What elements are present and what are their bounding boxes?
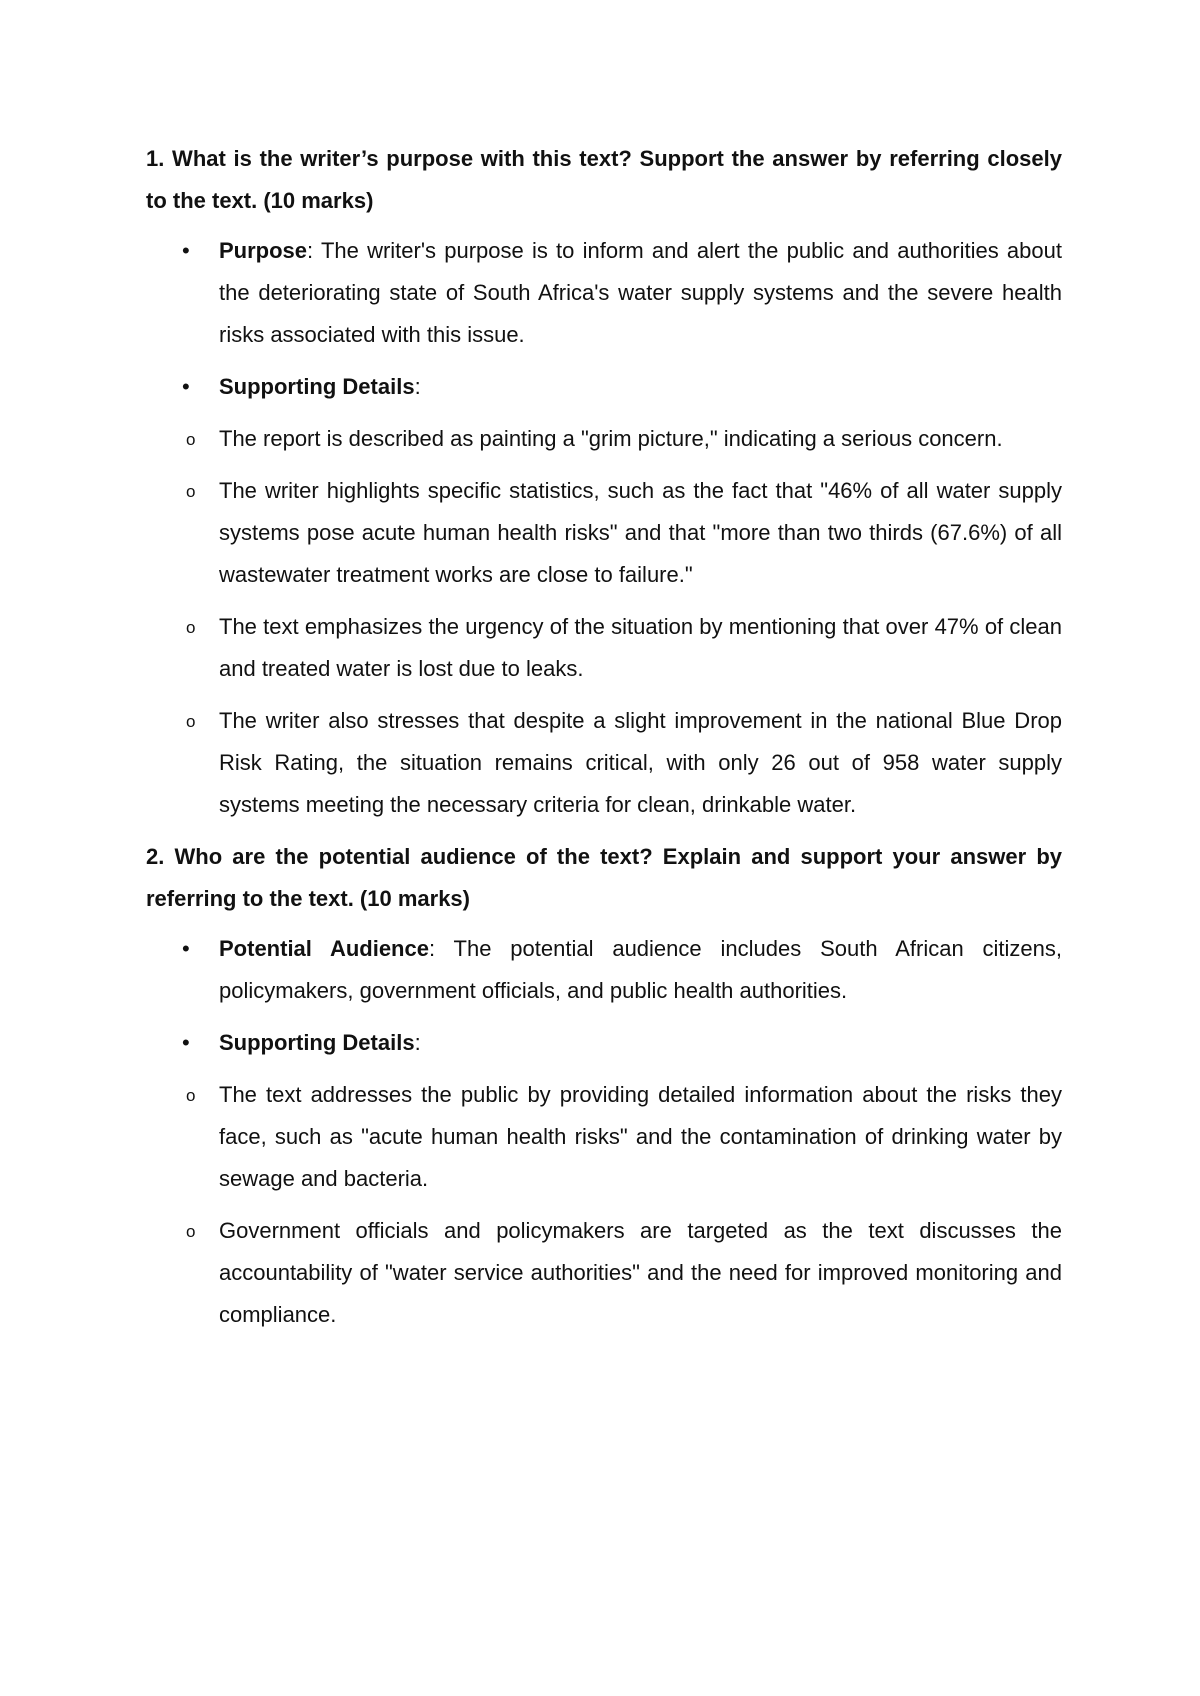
list-item-supporting-details-2: • Supporting Details: xyxy=(146,1022,1062,1064)
circle-bullet-icon: o xyxy=(186,482,196,501)
circle-bullet-icon: o xyxy=(186,712,196,731)
list-item-potential-audience xyxy=(146,928,1062,1012)
question-1-heading: 1. What is the writer’s purpose with this text? Support the answer by referring closely to the text. (10 marks) xyxy=(146,146,1062,213)
bullet-icon: • xyxy=(182,1030,190,1055)
list-item: o The report is described as painting a "grim picture," indicating a serious concern. xyxy=(219,418,1062,460)
supporting-details-label: Supporting Details xyxy=(219,1030,415,1055)
purpose-text: : The writer's purpose is to inform and alert the public and authorities about the deteriorating state of South Africa's water supply systems and the severe health risks associated with this issue. xyxy=(219,238,1062,347)
question-1-answer-list xyxy=(146,230,1062,408)
list-item: o The text emphasizes the urgency of the situation by mentioning that over 47% of clean and treated water is lost due to leaks. xyxy=(219,606,1062,690)
bullet-icon: • xyxy=(182,238,190,263)
circle-bullet-icon: o xyxy=(186,1086,196,1105)
question-2-answer-list xyxy=(146,928,1062,1064)
supporting-details-label: Supporting Details xyxy=(219,374,415,399)
list-item: o The writer highlights specific statistics, such as the fact that "46% of all water supply systems pose acute human health risks" and that "more than two thirds (67.6%) of all wastewater treatment works are close to failure." xyxy=(219,470,1062,596)
document-page xyxy=(146,138,1062,1346)
list-item: o The writer also stresses that despite a slight improvement in the national Blue Drop Risk Rating, the situation remains critical, with only 26 out of 958 water supply systems meeting the necessary criteria for clean, drinkable water. xyxy=(219,700,1062,826)
circle-bullet-icon: o xyxy=(186,618,196,637)
list-item-supporting-details-1: • Supporting Details: xyxy=(146,366,1062,408)
list-item-purpose xyxy=(146,230,1062,356)
list-item: o The text addresses the public by providing detailed information about the risks they face, such as "acute human health risks" and the contamination of drinking water by sewage and bacteria. xyxy=(219,1074,1062,1200)
circle-bullet-icon: o xyxy=(186,430,196,449)
circle-bullet-icon: o xyxy=(186,1222,196,1241)
bullet-icon: • xyxy=(182,936,190,961)
question-1-details xyxy=(186,418,1062,826)
question-2-details xyxy=(186,1074,1062,1336)
bullet-icon: • xyxy=(182,374,190,399)
potential-audience-text: : The potential audience includes South African citizens, policymakers, government officials, and public health authorities. xyxy=(219,936,1063,1003)
purpose-label: Purpose xyxy=(219,238,308,263)
potential-audience-label: Potential Audience xyxy=(219,936,429,961)
question-2-heading: 2. Who are the potential audience of the text? Explain and support your answer by referring to the text. (10 marks) xyxy=(146,844,1062,911)
list-item: o Government officials and policymakers are targeted as the text discusses the accountability of "water service authorities" and the need for improved monitoring and compliance. xyxy=(219,1210,1062,1336)
